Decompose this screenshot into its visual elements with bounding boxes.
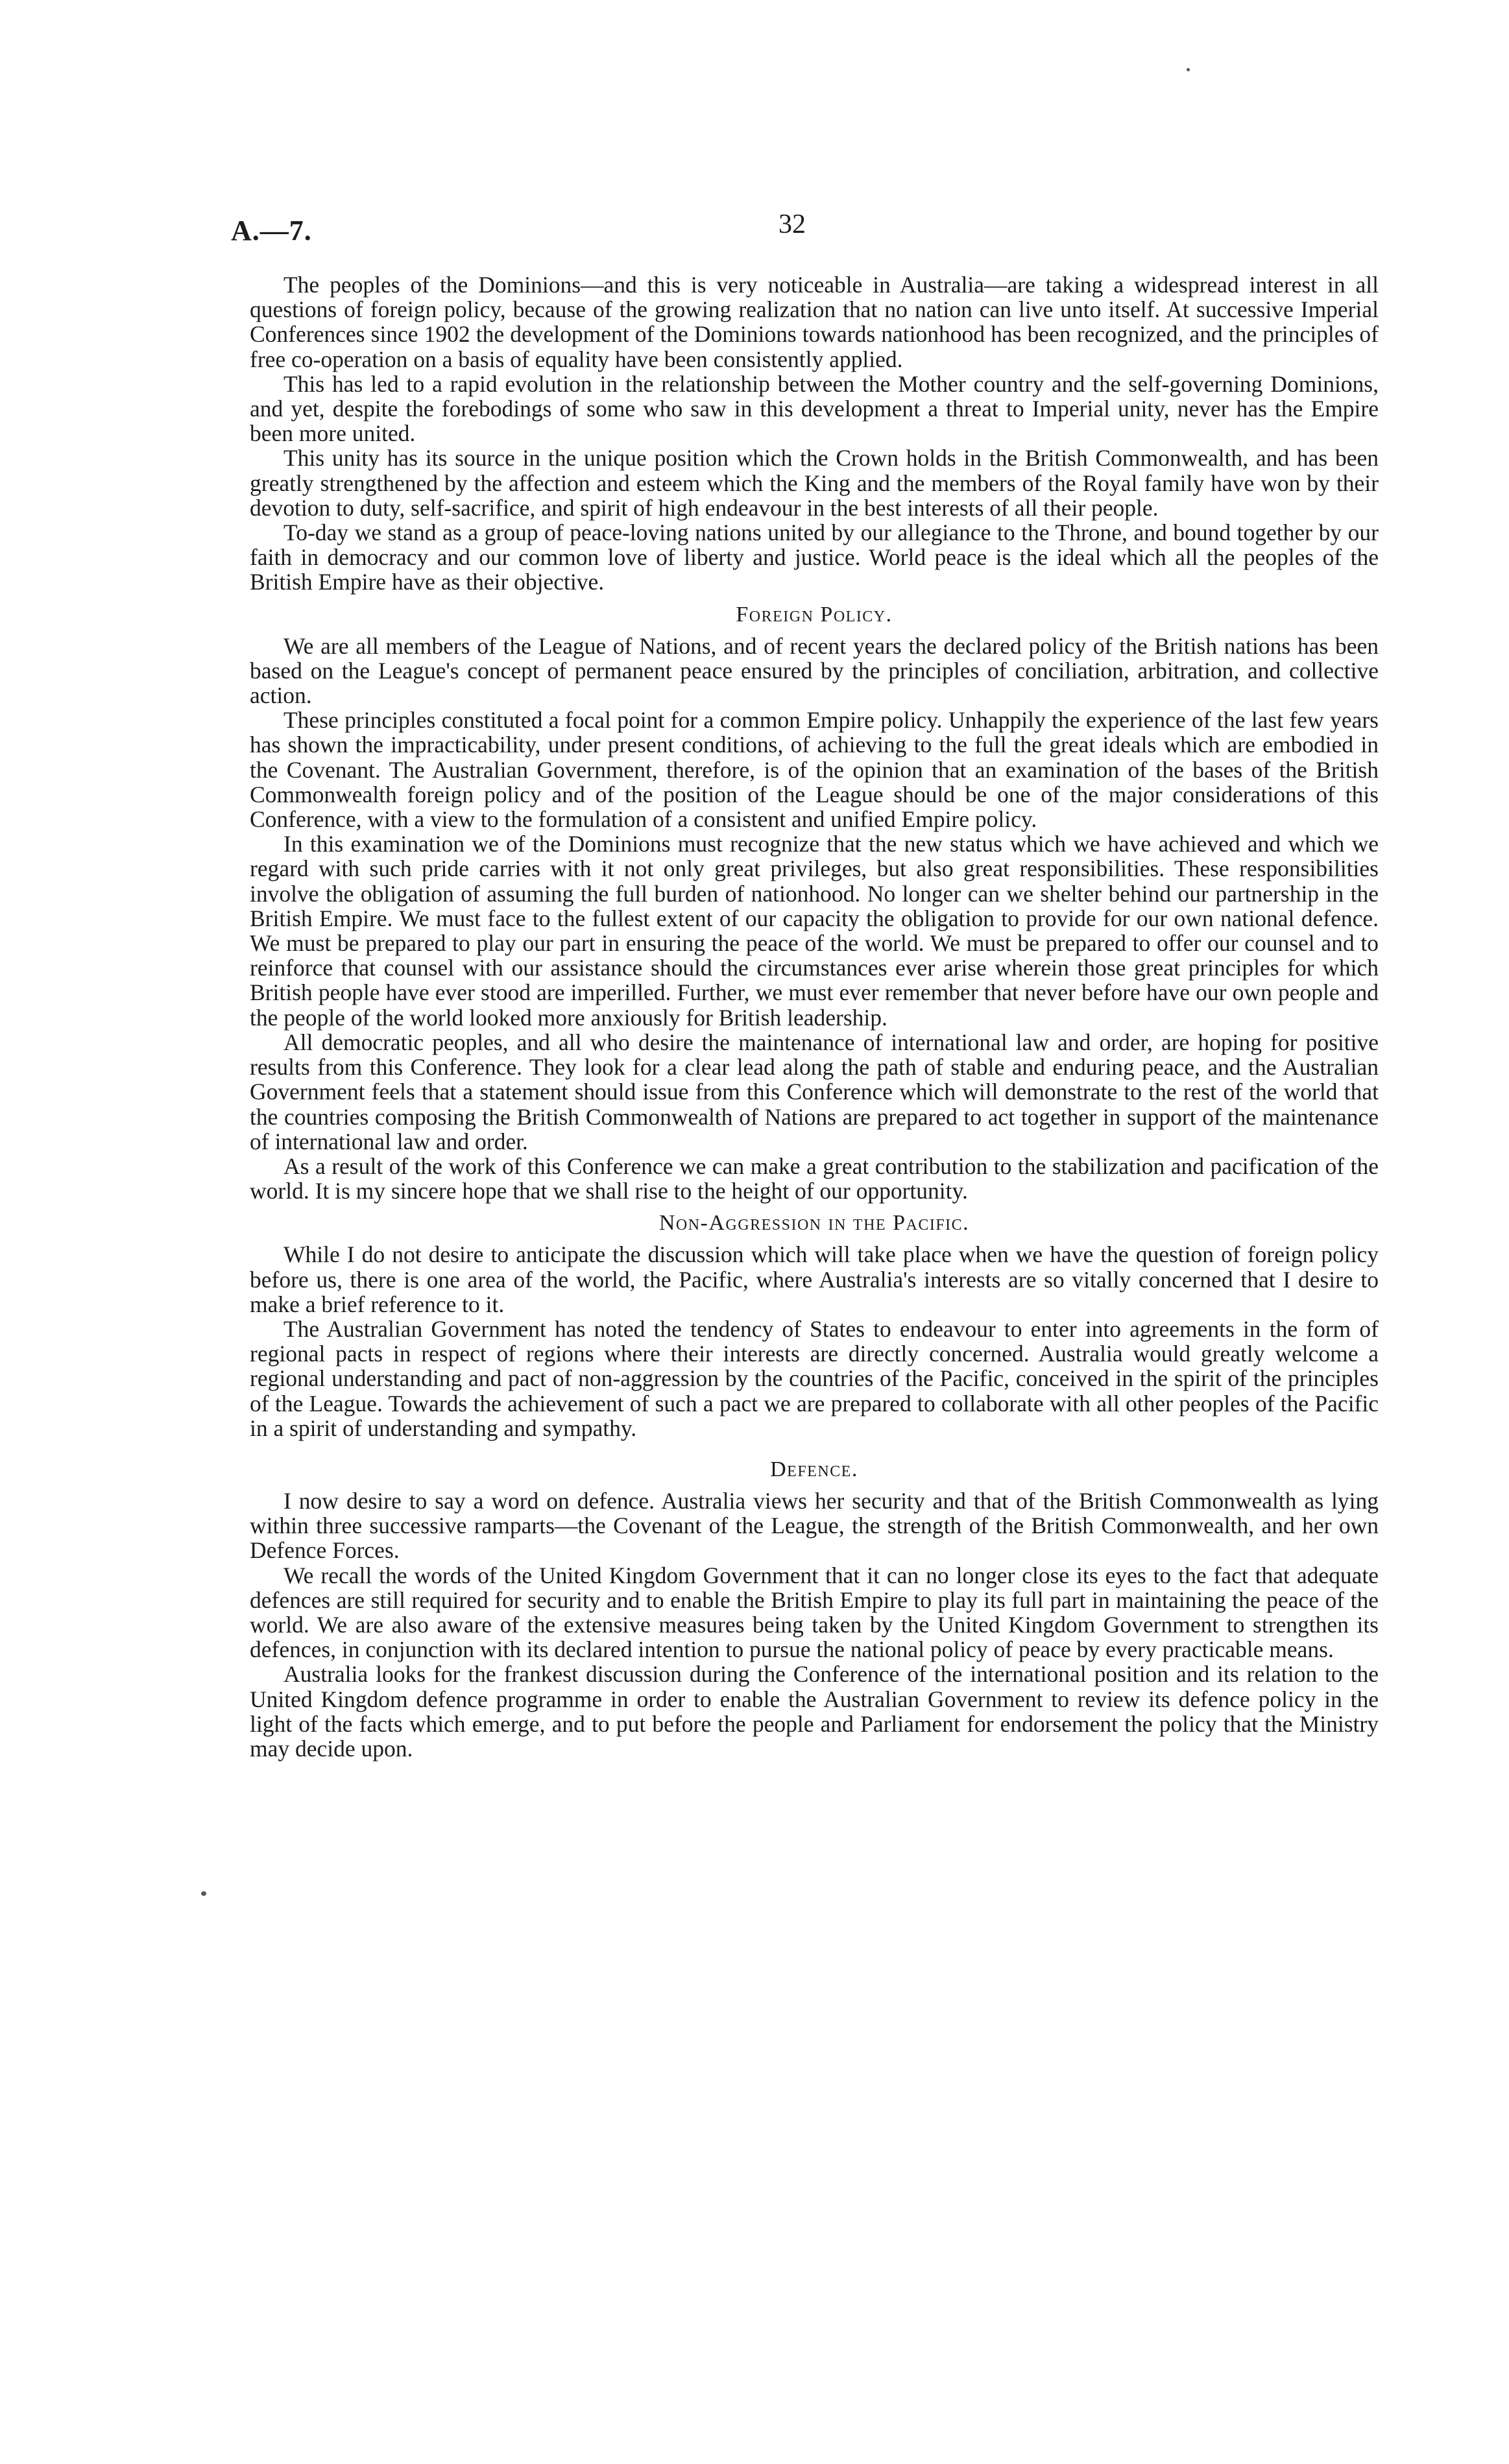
paragraph: We are all members of the League of Nations, and of recent years the declared policy of the British nations has been based on the League's concept of permanent peace ensured by the principles of conciliation, arbitration, and collective action. bbox=[250, 632, 1379, 709]
page-number: 32 bbox=[779, 209, 806, 239]
paragraph: This has led to a rapid evolution in the relationship between the Mother country and the self-governing Dominions, and yet, despite the forebodings of some who saw in this development a threat to Imperial unity, never has the Empire been more united. bbox=[250, 370, 1379, 447]
section-heading-defence: Defence. bbox=[770, 1457, 858, 1481]
paragraph: This unity has its source in the unique position which the Crown holds in the British Commonwealth, and has been greatly strengthened by the affection and esteem which the King and the members of the Royal family have won by their devotion to duty, self-sacrifice, and spirit of high endeavour in the best interests of all their people. bbox=[250, 445, 1379, 521]
paragraph: In this examination we of the Dominions must recognize that the new status which we have achieved and which we regard with such pride carries with it not only great privileges, but also great responsibilities. These responsibilities involve the obligation of assuming the full burden of nationhood. No longer can we shelter behind our partnership in the British Empire. We must face to the fullest extent of our capacity the obligation to provide for our own national defence. We must be prepared to play our part in ensuring the peace of the world. We must be prepared to offer our counsel and to reinforce that counsel with our assistance should the circumstances ever arise wherein those great principles for which British people have ever stood are imperilled. Further, we must ever remember that never before have our own people and the people of the world looked more anxiously for British leadership. bbox=[250, 831, 1379, 1031]
section-heading-foreign-policy: Foreign Policy. bbox=[736, 602, 893, 627]
paragraph: We recall the words of the United Kingdom Government that it can no longer close its eyes to the fact that adequate defences are still required for security and to enable the British Empire to play its full part in maintaining the peace of the world. We are also aware of the extensive measures being taken by the United Kingdom Government to strengthen its defences, in conjunction with its declared intention to pursue the national policy of peace by every practicable means. bbox=[250, 1562, 1379, 1663]
paragraph: All democratic peoples, and all who desire the maintenance of international law and order, are hoping for positive results from this Conference. They look for a clear lead along the path of stable and enduring peace, and the Australian Government feels that a statement should issue from this Conference which will demonstrate to the rest of the world that the countries composing the British Commonwealth of Nations are prepared to act together in support of the maintenance of international law and order. bbox=[250, 1029, 1379, 1154]
paragraph: As a result of the work of this Conference we can make a great contribution to the stabilization and pacification of the world. It is my sincere hope that we shall rise to the height of our opportunity. bbox=[250, 1153, 1379, 1204]
paragraph: The peoples of the Dominions—and this is very noticeable in Australia—are taking a widespread interest in all questions of foreign policy, because of the growing realization that no nation can live unto itself. At successive Imperial Conferences since 1902 the development of the Dominions towards nationhood has been recognized, and the principles of free co-operation on a basis of equality have been consistently applied. bbox=[250, 272, 1379, 372]
body-text bbox=[250, 272, 1379, 1761]
scan-speck bbox=[201, 1891, 206, 1896]
paragraph: The Australian Government has noted the tendency of States to endeavour to enter into agreements in the form of regional pacts in respect of regions where their interests are directly concerned. Australia would greatly welcome a regional understanding and pact of non-aggression by the countries of the Pacific, conceived in the spirit of the principles of the League. Towards the achievement of such a pact we are prepared to collaborate with all other peoples of the Pacific in a spirit of understanding and sympathy. bbox=[250, 1315, 1379, 1441]
paragraph: These principles constituted a focal point for a common Empire policy. Unhappily the experience of the last few years has shown the impracticability, under present conditions, of achieving to the full the great ideals which are embodied in the Covenant. The Australian Government, therefore, is of the opinion that an examination of the bases of the British Commonwealth foreign policy and of the position of the League should be one of the major considerations of this Conference, with a view to the formulation of a consistent and unified Empire policy. bbox=[250, 707, 1379, 833]
section-heading-non-aggression: Non-Aggression in the Pacific. bbox=[658, 1211, 970, 1236]
document-reference: A.—7. bbox=[231, 215, 312, 246]
paragraph: I now desire to say a word on defence. Australia views her security and that of the British Commonwealth as lying within three successive ramparts—the Covenant of the League, the strength of the British Commonwealth, and her own Defence Forces. bbox=[250, 1487, 1379, 1564]
scan-speck bbox=[1187, 68, 1190, 71]
paragraph: While I do not desire to anticipate the discussion which will take place when we have the question of foreign policy before us, there is one area of the world, the Pacific, where Australia's interests are so vitally concerned that I desire to make a brief reference to it. bbox=[250, 1241, 1379, 1317]
paragraph: To-day we stand as a group of peace-loving nations united by our allegiance to the Throne, and bound together by our faith in democracy and our common love of liberty and justice. World peace is the ideal which all the peoples of the British Empire have as their objective. bbox=[250, 520, 1379, 595]
paragraph: Australia looks for the frankest discussion during the Conference of the international position and its relation to the United Kingdom defence programme in order to enable the Australian Government to review its defence policy in the light of the facts which emerge, and to put before the people and Parliament for endorsement the policy that the Ministry may decide upon. bbox=[250, 1661, 1379, 1762]
